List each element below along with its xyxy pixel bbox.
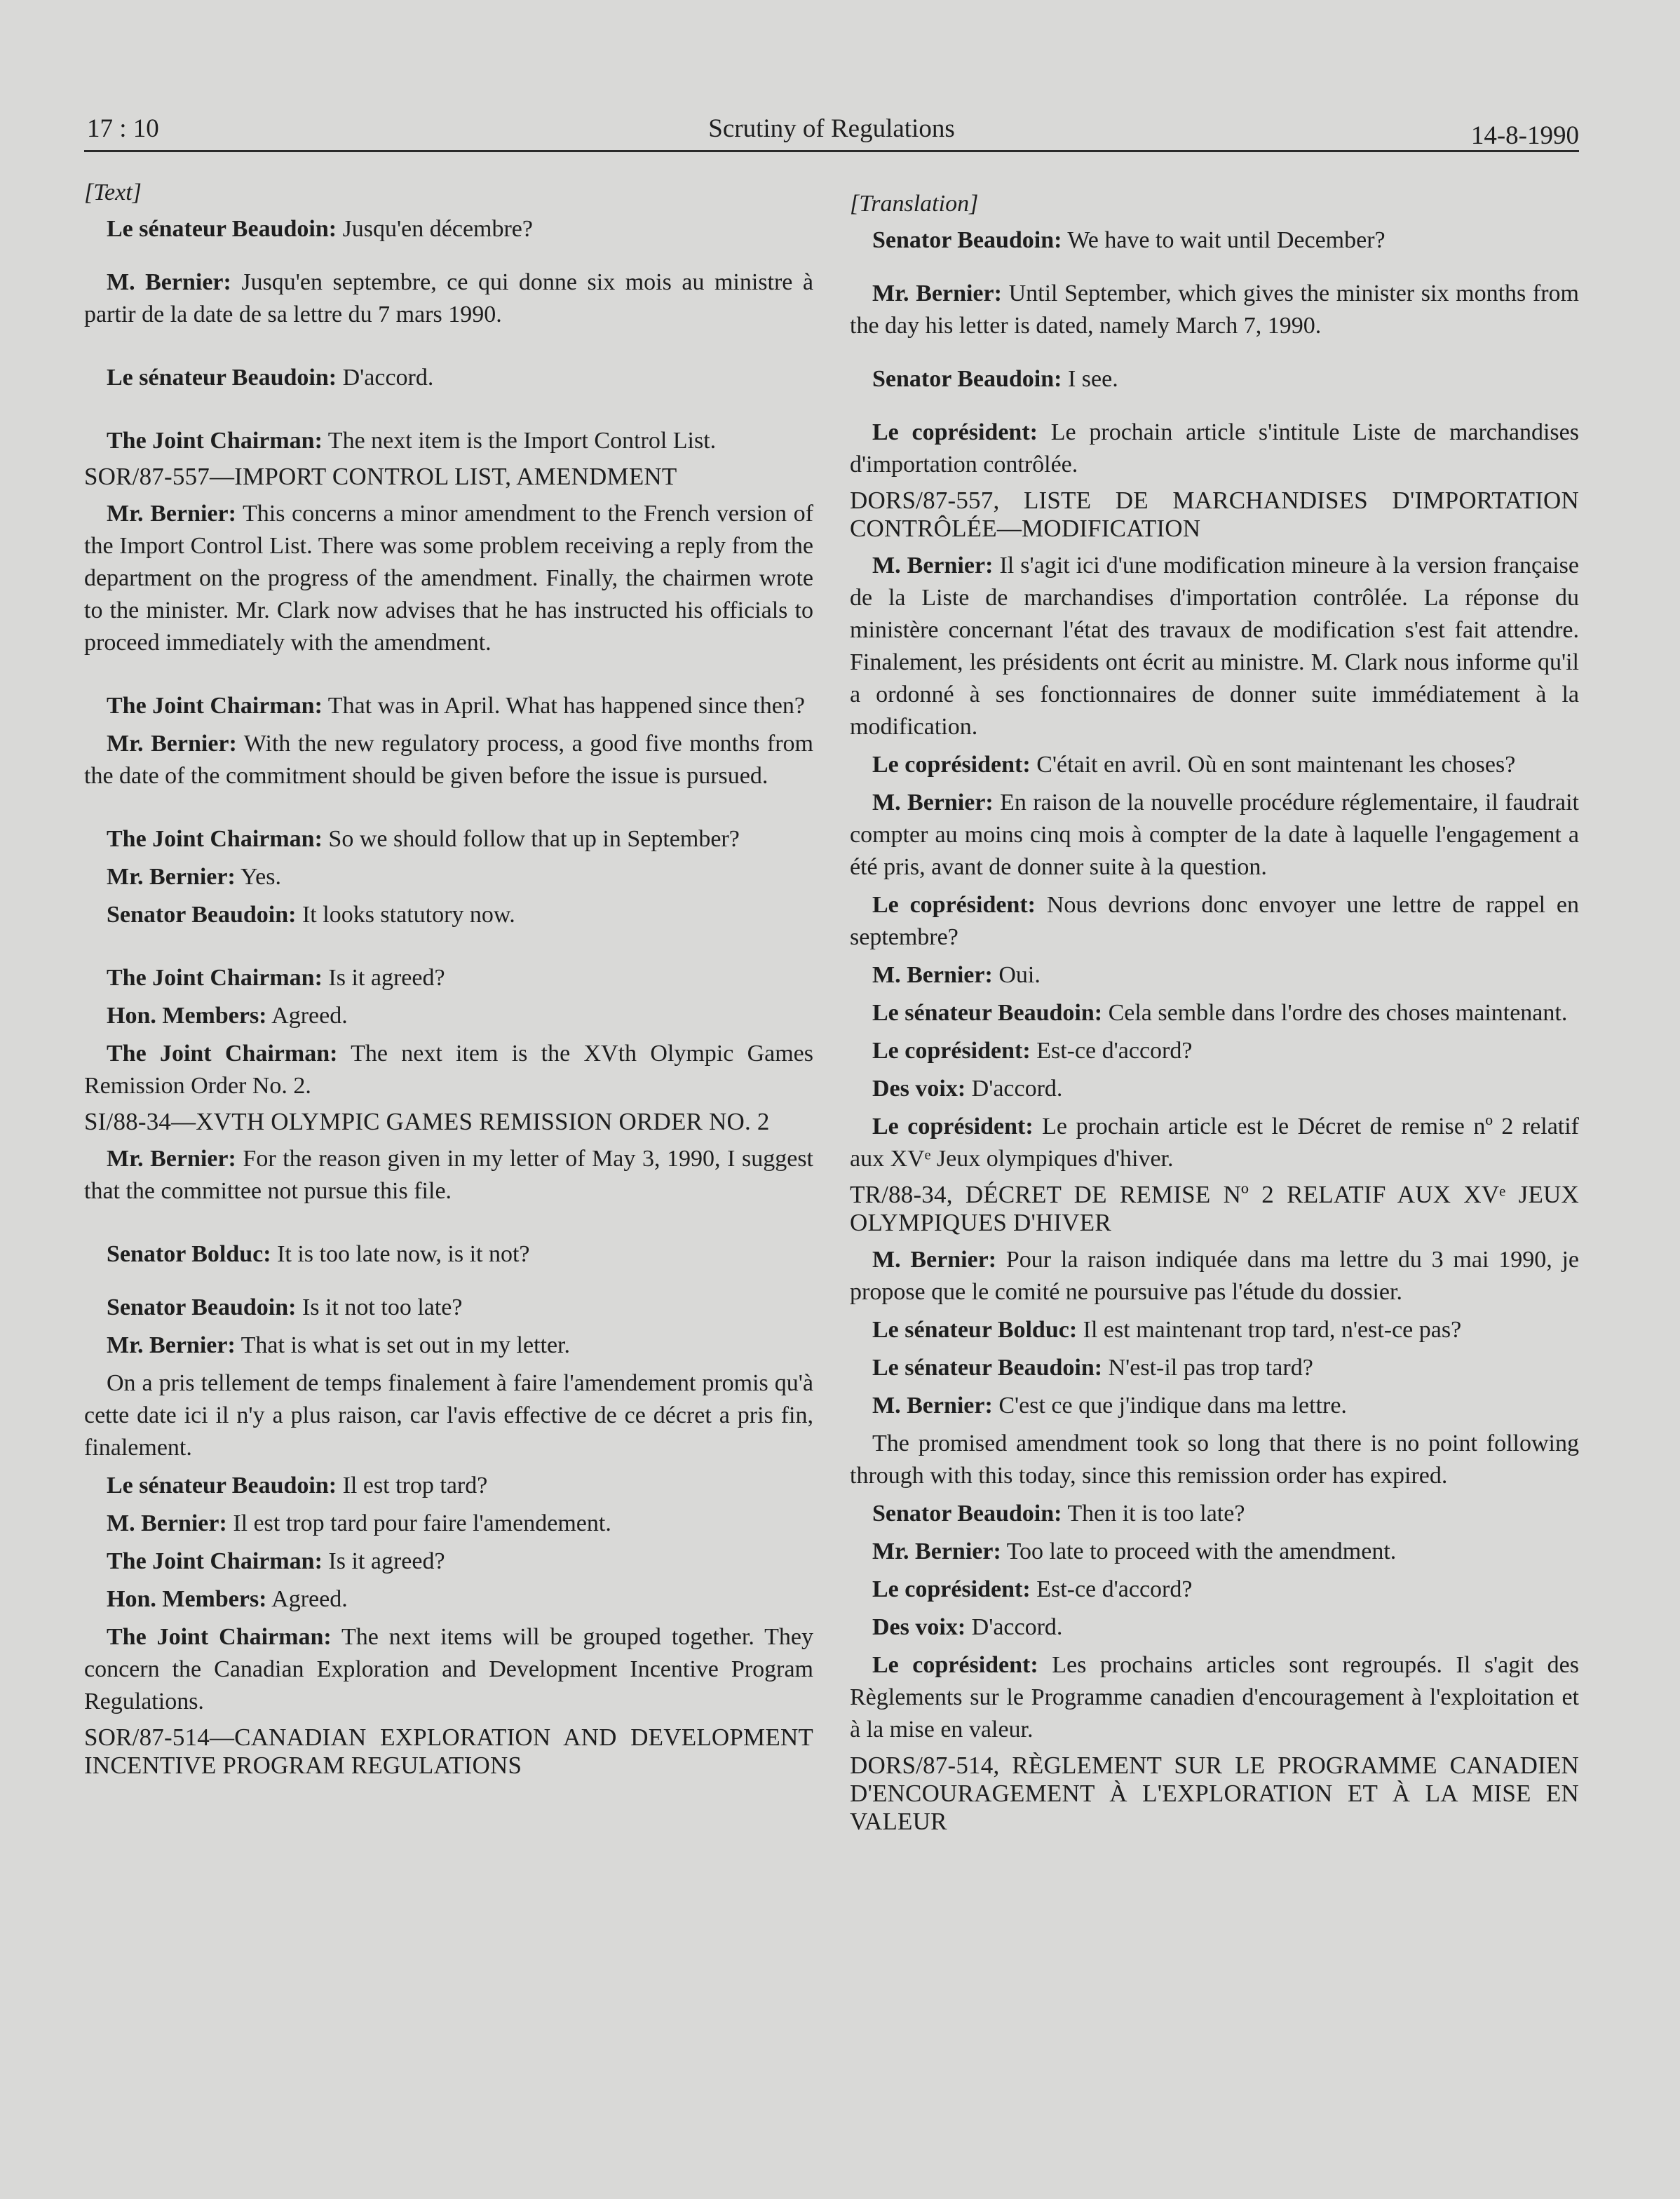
speaker-name: Hon. Members:: [107, 1003, 267, 1029]
speech-text: C'est ce que j'indique dans ma lettre.: [992, 1393, 1347, 1419]
speaker-name: Mr. Bernier:: [107, 731, 237, 757]
transcript-paragraph: [84, 266, 813, 331]
speech-text: Is it not too late?: [296, 1294, 463, 1320]
transcript-paragraph: [850, 1428, 1579, 1492]
speech-text: On a pris tellement de temps finalement à faire l'amendement promis qu'à cette date ici il n'y a plus raison, car l'avis effective de ce décret a pris fin, finalement.: [84, 1370, 813, 1461]
transcript-paragraph: [850, 749, 1579, 781]
speaker-name: Le sénateur Beaudoin:: [872, 1000, 1103, 1026]
transcript-paragraph: [850, 224, 1579, 257]
speech-text: So we should follow that up in September?: [322, 826, 740, 852]
transcript-paragraph: [850, 1649, 1579, 1746]
speech-text: Then it is too late?: [1062, 1501, 1245, 1527]
section-heading: SOR/87-557—IMPORT CONTROL LIST, AMENDMENT: [84, 463, 677, 490]
speech-text: Oui.: [992, 962, 1041, 988]
speech-text: Agreed.: [266, 1586, 348, 1612]
language-tag: [Text]: [84, 180, 142, 205]
speech-text: It looks statutory now.: [296, 902, 515, 928]
speaker-name: Des voix:: [872, 1614, 966, 1640]
section-heading: DORS/87-514, RÈGLEMENT SUR LE PROGRAMME CANADIEN D'ENCOURAGEMENT À L'EXPLORATION ET À LA MISE EN VALEUR: [850, 1752, 1579, 1835]
running-title: Scrutiny of Regulations: [708, 114, 955, 143]
speech-text: I see.: [1062, 366, 1118, 392]
transcript-paragraph: [84, 1292, 813, 1324]
transcript-paragraph: [84, 362, 813, 394]
section-heading: TR/88-34, DÉCRET DE REMISE Nº 2 RELATIF AUX XVᵉ JEUX OLYMPIQUES D'HIVER: [850, 1181, 1579, 1236]
language-tag: [Translation]: [850, 191, 979, 217]
speech-text: Il est trop tard pour faire l'amendement.: [226, 1510, 611, 1536]
speaker-name: M. Bernier:: [107, 1510, 227, 1536]
speaker-name: M. Bernier:: [872, 962, 993, 988]
transcript-paragraph: [850, 363, 1579, 395]
speaker-name: Senator Beaudoin:: [872, 366, 1062, 392]
transcript-paragraph: [84, 498, 813, 659]
speech-text: Until September, which gives the minister six months from the day his letter is dated, namely March 7, 1990.: [850, 280, 1579, 339]
page-header: [84, 114, 1579, 152]
transcript-paragraph: [84, 690, 813, 722]
speaker-name: The Joint Chairman:: [107, 826, 323, 852]
transcript-paragraph: [850, 550, 1579, 743]
speech-text: Il est maintenant trop tard, n'est-ce pas?: [1077, 1317, 1462, 1343]
transcript-paragraph: [850, 997, 1579, 1029]
speech-text: The next items will be grouped together. They concern the Canadian Exploration and Development Incentive Program Regulations.: [84, 1624, 813, 1714]
transcript-paragraph: [84, 1621, 813, 1718]
transcript-paragraph: [850, 1035, 1579, 1067]
transcript-paragraph: [84, 899, 813, 931]
speech-text: Cela semble dans l'ordre des choses maintenant.: [1102, 1000, 1568, 1026]
speech-text: Agreed.: [266, 1003, 348, 1029]
speaker-name: M. Bernier:: [872, 1393, 993, 1419]
speech-text: Jusqu'en décembre?: [337, 216, 533, 242]
speech-text: This concerns a minor amendment to the French version of the Import Control List. There was some problem receiving a reply from the department on the progress of the amendment. Finally, the chairmen wrote to the minister. Mr. Clark now advises that he has instructed his officials to proceed immediately with the amendment.: [84, 501, 813, 656]
speech-text: The next item is the Import Control List.: [322, 428, 717, 454]
transcript-paragraph: [84, 1470, 813, 1502]
speaker-name: Le coprésident:: [872, 419, 1038, 445]
speech-text: N'est-il pas trop tard?: [1102, 1355, 1313, 1381]
speaker-name: Le sénateur Beaudoin:: [872, 1355, 1103, 1381]
transcript-paragraph: [850, 417, 1579, 481]
speaker-name: Le sénateur Beaudoin:: [107, 1473, 337, 1498]
speaker-name: The Joint Chairman:: [107, 1041, 338, 1067]
speaker-name: Mr. Bernier:: [872, 1538, 1001, 1564]
transcript-paragraph: [850, 889, 1579, 954]
speech-text: Is it agreed?: [322, 1548, 445, 1574]
speaker-name: The Joint Chairman:: [107, 1548, 323, 1574]
transcript-paragraph: [850, 1073, 1579, 1105]
speech-text: Is it agreed?: [322, 965, 445, 991]
speaker-name: Mr. Bernier:: [107, 501, 236, 527]
speech-text: Il est trop tard?: [337, 1473, 488, 1498]
speaker-name: M. Bernier:: [872, 790, 994, 816]
transcript-paragraph: [84, 213, 813, 245]
speaker-name: Hon. Members:: [107, 1586, 267, 1612]
transcript-paragraph: [84, 425, 813, 457]
speech-text: The next item is the XVth Olympic Games Remission Order No. 2.: [84, 1041, 813, 1099]
speaker-name: Le coprésident:: [872, 1652, 1038, 1678]
speaker-name: Senator Beaudoin:: [107, 902, 297, 928]
speaker-name: The Joint Chairman:: [107, 965, 323, 991]
transcript-paragraph: [850, 959, 1579, 992]
transcript-paragraph: [84, 1583, 813, 1616]
speaker-name: Senator Bolduc:: [107, 1241, 271, 1267]
speech-text: D'accord.: [966, 1614, 1063, 1640]
transcript-paragraph: [84, 861, 813, 893]
transcript-paragraph: [84, 1038, 813, 1102]
speech-text: Le prochain article s'intitule Liste de marchandises d'importation contrôlée.: [850, 419, 1579, 478]
speech-text: It is too late now, is it not?: [271, 1241, 530, 1267]
transcript-paragraph: [84, 1508, 813, 1540]
speaker-name: Des voix:: [872, 1076, 966, 1102]
section-heading: SI/88-34—XVTH OLYMPIC GAMES REMISSION ORDER NO. 2: [84, 1108, 770, 1135]
transcript-paragraph: [84, 1143, 813, 1207]
speech-text: Jusqu'en septembre, ce qui donne six mois au ministre à partir de la date de sa lettre du 7 mars 1990.: [84, 269, 814, 327]
speech-text: D'accord.: [337, 365, 434, 391]
transcript-paragraph: [850, 1536, 1579, 1568]
transcript-paragraph: [84, 1545, 813, 1578]
transcript-paragraph: [850, 1574, 1579, 1606]
transcript-paragraph: [850, 1314, 1579, 1346]
speaker-name: M. Bernier:: [872, 1247, 997, 1273]
speaker-name: Le coprésident:: [872, 1576, 1031, 1602]
speech-text: En raison de la nouvelle procédure réglementaire, il faudrait compter au moins cinq mois à compter de la date à laquelle l'engagement a été pris, avant de donner suite à la question.: [850, 790, 1579, 880]
transcript-paragraph: [84, 1238, 813, 1271]
speech-text: We have to wait until December?: [1062, 227, 1386, 253]
speaker-name: The Joint Chairman:: [107, 428, 323, 454]
speaker-name: Mr. Bernier:: [107, 864, 236, 890]
speech-text: That was in April. What has happened since then?: [322, 693, 805, 719]
french-column: [850, 188, 1579, 1843]
speech-text: With the new regulatory process, a good five months from the date of the commitment should be given before the issue is pursued.: [84, 731, 813, 789]
transcript-paragraph: [850, 278, 1579, 342]
transcript-paragraph: [850, 1352, 1579, 1384]
speaker-name: Le coprésident:: [872, 752, 1031, 778]
speaker-name: M. Bernier:: [107, 269, 231, 295]
english-column: [84, 177, 813, 1787]
speaker-name: Senator Beaudoin:: [107, 1294, 297, 1320]
transcript-paragraph: [84, 1367, 813, 1464]
transcript-paragraph: [850, 1498, 1579, 1530]
speaker-name: Le sénateur Beaudoin:: [107, 365, 337, 391]
speech-text: Too late to proceed with the amendment.: [1001, 1538, 1397, 1564]
speaker-name: M. Bernier:: [872, 553, 994, 578]
speech-text: For the reason given in my letter of May 3, 1990, I suggest that the committee not pursue this file.: [84, 1146, 814, 1204]
speaker-name: Le coprésident:: [872, 1114, 1034, 1139]
transcript-paragraph: [84, 1000, 813, 1032]
speaker-name: Le sénateur Beaudoin:: [107, 216, 337, 242]
transcript-paragraph: [84, 1329, 813, 1362]
speaker-name: The Joint Chairman:: [107, 1624, 332, 1650]
speaker-name: Senator Beaudoin:: [872, 1501, 1062, 1527]
transcript-paragraph: [850, 1244, 1579, 1308]
speaker-name: Le coprésident:: [872, 1038, 1031, 1064]
speech-text: Le prochain article est le Décret de remise nº 2 relatif aux XVᵉ Jeux olympiques d'hiver.: [850, 1114, 1579, 1172]
speech-text: That is what is set out in my letter.: [235, 1332, 570, 1358]
transcript-paragraph: [84, 728, 813, 792]
transcript-paragraph: [850, 1611, 1579, 1644]
page-number: 17 : 10: [87, 114, 159, 143]
speaker-name: Mr. Bernier:: [107, 1146, 236, 1172]
speaker-name: Le sénateur Bolduc:: [872, 1317, 1078, 1343]
speech-text: Pour la raison indiquée dans ma lettre du 3 mai 1990, je propose que le comité ne poursuive pas l'étude du dossier.: [850, 1247, 1580, 1305]
speech-text: The promised amendment took so long that there is no point following through with this today, since this remission order has expired.: [850, 1430, 1579, 1489]
speaker-name: Mr. Bernier:: [107, 1332, 236, 1358]
transcript-paragraph: [84, 823, 813, 855]
speech-text: C'était en avril. Où en sont maintenant les choses?: [1030, 752, 1516, 778]
section-heading: DORS/87-557, LISTE DE MARCHANDISES D'IMPORTATION CONTRÔLÉE—MODIFICATION: [850, 487, 1579, 542]
transcript-paragraph: [850, 787, 1579, 884]
transcript-paragraph: [84, 962, 813, 994]
speech-text: Nous devrions donc envoyer une lettre de rappel en septembre?: [850, 892, 1579, 950]
speaker-name: The Joint Chairman:: [107, 693, 323, 719]
speech-text: D'accord.: [966, 1076, 1063, 1102]
speaker-name: Le coprésident:: [872, 892, 1036, 918]
speech-text: Les prochains articles sont regroupés. Il s'agit des Règlements sur le Programme canadien d'encouragement à l'exploitation et à la mise en valeur.: [850, 1652, 1580, 1743]
issue-date: 14-8-1990: [1470, 121, 1579, 150]
speaker-name: Mr. Bernier:: [872, 280, 1002, 306]
speech-text: Est-ce d'accord?: [1030, 1576, 1193, 1602]
transcript-paragraph: [850, 1390, 1579, 1422]
transcript-paragraph: [850, 1111, 1579, 1175]
speech-text: Est-ce d'accord?: [1030, 1038, 1193, 1064]
speaker-name: Senator Beaudoin:: [872, 227, 1062, 253]
speech-text: Il s'agit ici d'une modification mineure à la version française de la Liste de marchandises d'importation contrôlée. La réponse du ministère concernant l'état des travaux de modification s'est fait attendre. Finalement, les présidents ont écrit au ministre. M. Clark nous informe qu'il a ordonné à ses fonctionnaires de donner suite immédiatement à la modification.: [850, 553, 1579, 740]
section-heading: SOR/87-514—CANADIAN EXPLORATION AND DEVELOPMENT INCENTIVE PROGRAM REGULATIONS: [84, 1724, 813, 1779]
speech-text: Yes.: [235, 864, 281, 890]
